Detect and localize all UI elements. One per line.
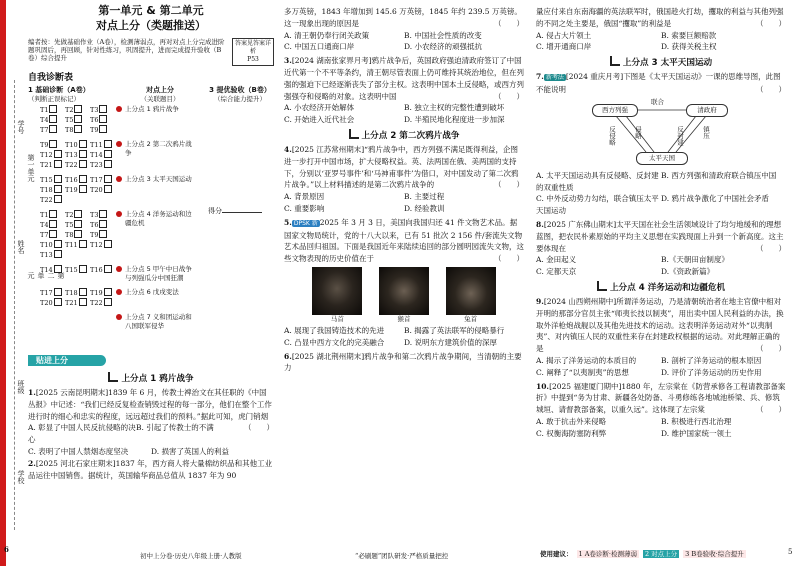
monkey-head-image — [379, 267, 429, 315]
question-checkbox[interactable]: T2 — [65, 210, 90, 220]
bullet-dot — [116, 211, 122, 217]
page-title: 对点上分（类题推送） — [96, 19, 206, 32]
option-row — [284, 203, 524, 215]
node-western-powers: 西方列强 — [592, 104, 638, 117]
question-10: 10.[2025 福建厦门期中]1880 年，左宗棠在《防营承修各工程请教部备案折》中提到“务为甘肃、新疆各处防备、斗勇修练各地城池桥梁、兵、修筑城垣、请督教部备案，以重久远”。这体现了左宗棠 （ ） — [536, 381, 786, 415]
question-checkbox[interactable]: T11 — [65, 240, 90, 250]
mind-map-diagram — [536, 98, 786, 168]
option-row — [536, 254, 786, 266]
answer-option: A. 太平天国运动具有反侵略、反封建的双重性质 — [536, 170, 659, 192]
self-check-title: 自我诊断表 — [28, 73, 74, 83]
answer-option: B. 剖析了洋务运动的根本原因 — [661, 355, 762, 365]
option-row — [284, 30, 524, 42]
question-5-options — [284, 325, 524, 349]
question-checkbox[interactable]: T20 — [90, 185, 115, 195]
question-checkbox[interactable]: T20 — [40, 298, 65, 308]
side-label-class: 班级 — [17, 380, 25, 394]
self-check-header: 1 基础诊断（A卷） （判断正误标记） 对点上分 （关联题目） 3 提优验收（B卷） （综合能力提升） — [28, 86, 271, 103]
answer-option: B. 揭露了英法联军的侵略暴行 — [404, 325, 505, 335]
question-checkbox[interactable]: T9 — [90, 230, 115, 240]
side-label-name: 姓名 — [17, 240, 25, 254]
horse-head-image — [312, 267, 362, 315]
question-7-options — [536, 170, 786, 217]
question-6-continued: 量应付来自东南海疆的英法联军时，俄国趁火打劫，攫取的利益与其他列强的不同之处主要是，俄国“攫取”的利益是 （ ） — [536, 7, 786, 28]
question-5: 5. DPSK 新 2025 年 3 月 3 日，美国向我国归还 41 件文物艺术品。据国家文物局统计，党的十八大以来，已有 51 批次 2 156 件/套流失文物艺术品回归祖国。下面是我国近年来陆续追回的部分圆明园流失文物，这些文物表现的历史价值在于 （ ） — [284, 217, 524, 264]
target-point: 上分点 5 甲午中日战争与列强瓜分中国狂潮 — [116, 265, 195, 283]
question-checkbox[interactable]: T5 — [65, 220, 90, 230]
question-checkbox[interactable]: T14 — [90, 150, 115, 160]
answer-option: B. 西方列强和清政府联合镇压中国 — [661, 170, 777, 180]
question-checkbox[interactable]: T16 — [90, 265, 115, 275]
question-checkbox[interactable]: T1 — [40, 105, 65, 115]
question-checkbox[interactable]: T7 — [40, 230, 65, 240]
bullet-dot — [116, 266, 122, 272]
score-row: 得分 — [208, 206, 274, 216]
section-3-title: 上分点 3 太平天国运动 — [536, 56, 786, 68]
node-qing-government: 清政府 — [686, 104, 728, 117]
answer-option: D. 鸦片战争激化了中国社会矛盾 — [661, 194, 770, 204]
question-checkbox[interactable]: T14 — [40, 265, 65, 275]
answer-option: C. 重要影响 — [284, 203, 325, 213]
question-3-options — [284, 102, 524, 126]
option-row — [536, 367, 786, 379]
link-label: 镇压 — [702, 125, 710, 139]
question-1-options — [28, 422, 274, 457]
option-row — [284, 191, 524, 203]
question-checkbox[interactable]: T12 — [40, 150, 65, 160]
question-8: 8.[2025 广东佛山期末]太平天国在社会生活领域设计了均匀地缓和的理想蓝图，把农民朴素原始的平均主义思想在实践现面上升到一个新高度。这主要体现在 （ ） — [536, 219, 786, 253]
section-1-title: 上分点 1 鸦片战争 — [28, 372, 274, 384]
answer-option: C. 增开通商口岸 — [536, 42, 592, 52]
unit-label-1: 第一单元 — [27, 154, 35, 182]
question-3: 3.[2024 湖南张家界月考]鸦片战争后，英国政府强迫清政府签订了中国近代第一个不平等条约，清王朝尽管表面上仍可维持其统治地位，但在列强的强迫下已经逐渐丧失了部分主权。这表明中国本土反侵略，或西方列强强夺和侵略的对象。这表明中国 （ ） — [284, 56, 524, 101]
question-checkbox[interactable]: T22 — [90, 298, 115, 308]
link-label: 联合 — [651, 97, 664, 106]
question-10-options — [536, 416, 786, 440]
question-checkbox[interactable]: T4 — [40, 220, 65, 230]
diagnostic-row — [40, 175, 274, 205]
bullet-dot — [116, 314, 122, 320]
option-row — [536, 416, 786, 428]
answer-option: D. 获得关税主权 — [661, 42, 717, 52]
question-checkbox[interactable]: T4 — [40, 115, 65, 125]
image-caption: 猴首 — [397, 314, 411, 323]
option-row — [28, 446, 274, 458]
option-row — [536, 428, 786, 440]
unit-label-2: 第二单元 — [27, 272, 65, 279]
question-6-options — [536, 30, 786, 54]
question-checkbox[interactable]: T21 — [40, 160, 65, 170]
left-questions — [28, 372, 274, 481]
section-icon — [597, 281, 607, 291]
new-method-badge: 新考法 — [545, 74, 564, 82]
question-checkbox[interactable]: T15 — [40, 175, 65, 185]
left-red-bar — [0, 0, 6, 566]
question-checkbox[interactable]: T18 — [65, 288, 90, 298]
self-check-table — [40, 105, 274, 331]
image-caption: 马首 — [330, 314, 344, 323]
question-checkbox[interactable]: T21 — [65, 298, 90, 308]
side-label-student-id: 学号 — [17, 120, 25, 134]
answer-option: C. 表明了中国人禁烟态度坚决 — [28, 446, 129, 456]
option-row — [536, 30, 786, 42]
question-4: 4.[2025 江苏常州期末]“鸦片战争中，西方列强不满足既得利益，企图进一步打开中国市场，扩大侵略权益。英、法两国在俄、美两国的支持下，分别以‘亚罗号事件’和‘马神甫事件’为借口，对中国发动了第二次鸦片战争。”以上材料描述的是第二次鸦片战争的 （ ） — [284, 144, 524, 190]
bullet-dot — [116, 141, 122, 147]
answer-option: D. 维护国家统一领土 — [661, 428, 732, 438]
left-column — [27, 4, 274, 330]
question-checkbox[interactable]: T6 — [90, 115, 115, 125]
answer-option: A. 小农经济开始解体 — [284, 103, 355, 113]
bullet-dot — [116, 176, 122, 182]
editor-note: 编者按：先做基础作业（A卷），检测薄弱点，再对对点上分完成进阶题巩固后，再回顾，针对性练习，巩固提升，进而完成提升验收（B卷）综合提升 — [28, 38, 225, 62]
footer-middle: “必刷题”团队研发·严格质量把控 — [355, 552, 449, 560]
question-checkbox[interactable]: T6 — [90, 220, 115, 230]
diagnostic-row — [40, 313, 274, 331]
question-checkbox[interactable]: T22 — [40, 195, 65, 205]
question-2: 2.[2025 河北石家庄期末]1837 年，西方商人将大量棉纺织品和其他工业品运往中国销售。据统计，英国输华商品总值从 1837 年为 90 — [28, 458, 273, 480]
question-checkbox[interactable]: T9 — [90, 125, 115, 135]
question-checkbox[interactable]: T18 — [40, 185, 65, 195]
section-2-title: 上分点 2 第二次鸦片战争 — [284, 129, 524, 141]
question-checkbox[interactable]: T23 — [90, 160, 115, 170]
answer-option: B. 积极进行西北治理 — [661, 416, 732, 426]
image-caption: 兔首 — [464, 314, 478, 323]
diagnostic-row — [40, 105, 274, 135]
answer-option: D. 评价了洋务运动的历史作用 — [661, 367, 762, 377]
target-point: 上分点 6 戊戌变法 — [116, 288, 195, 297]
diagnostic-row — [40, 210, 274, 260]
option-row — [536, 170, 786, 194]
question-checkbox[interactable]: T8 — [65, 230, 90, 240]
answer-option: C. 中国五口通商口岸 — [284, 42, 355, 52]
question-checkbox[interactable]: T13 — [40, 250, 65, 260]
link-label: 反封建 — [676, 125, 684, 146]
section-4-title: 上分点 4 洋务运动和边疆危机 — [536, 281, 786, 293]
question-2-options — [284, 30, 524, 54]
answer-option: A. 展现了我国铸造技术的先进 — [284, 325, 385, 335]
dpsk-badge: DPSK 新 — [293, 219, 318, 227]
question-9-options — [536, 355, 786, 379]
step-1-badge: 1 A卷诊断·检测薄弱 — [578, 550, 637, 558]
target-point: 上分点 3 太平天国运动 — [116, 175, 195, 184]
question-1: 1.[2025 云南昆明期末]1839 年 6 月，传教士裨治文在其任职的《中国丛报》中记述：“我们已经反复检查销毁过程的每一部分，他们在整个工作进行时的细心和忠实的程度，远远超过我们的预料。”据此可知，虎门销烟 （ ） — [28, 388, 274, 433]
answer-option: A. 敢于抗击外来侵略 — [536, 416, 607, 426]
rabbit-head-image — [446, 267, 496, 315]
answer-option: A. 清王朝仍奉行闭关政策 — [284, 30, 370, 40]
footer-usage: 使用建议： 1 A卷诊断·检测薄弱 2 对点上分 3 B卷验收·综合提升 — [540, 550, 744, 558]
answer-option: D. 说明东方建筑价值的深厚 — [404, 337, 498, 347]
question-6: 6.[2025 湖北荆州期末]鸦片战争和第二次鸦片战争期间，当清朝的主要力 — [284, 351, 522, 373]
answer-option: D. 半殖民地化程度进一步加深 — [404, 115, 505, 125]
option-row — [284, 41, 524, 53]
question-checkbox[interactable]: T10 — [40, 240, 65, 250]
question-checkbox[interactable]: T22 — [65, 160, 90, 170]
diagnostic-row — [40, 265, 274, 283]
option-row — [284, 114, 524, 126]
question-checkbox[interactable]: T1 — [40, 210, 65, 220]
question-checkbox[interactable]: T10 — [65, 140, 90, 150]
question-checkbox[interactable]: T5 — [65, 115, 90, 125]
option-row — [536, 266, 786, 278]
answer-option: B.《天朝田亩制度》 — [661, 255, 729, 265]
page-number-left: 6 — [4, 545, 9, 554]
answer-option: B. 中国社会性质的改变 — [404, 30, 482, 40]
right-column — [536, 6, 786, 440]
question-checkbox[interactable]: T3 — [90, 210, 115, 220]
option-row — [536, 355, 786, 367]
answer-option: C. 阐释了“以夷制夷”的思想 — [536, 367, 629, 377]
question-checkbox[interactable]: T11 — [90, 140, 115, 150]
target-point: 上分点 2 第二次鸦片战争 — [116, 140, 195, 158]
answer-option: A. 金田起义 — [536, 255, 577, 265]
answer-option: C. 权衡海防塞防利弊 — [536, 428, 607, 438]
footer-left: 初中上分卷·历史八年级上册·人教版 — [140, 552, 242, 560]
question-checkbox[interactable]: T3 — [90, 105, 115, 115]
question-2-continued: 多万英镑，1843 年增加到 145.6 万英镑，1845 年约 239.5 万英镑。这一现象出现的原因是 （ ） — [284, 7, 524, 28]
teal-section-bar: 贴进上分 — [28, 355, 106, 366]
question-checkbox[interactable]: T15 — [65, 265, 90, 275]
question-checkbox[interactable]: T2 — [65, 105, 90, 115]
option-row — [536, 41, 786, 53]
answer-option: C. 凸显中西方文化的完美融合 — [284, 337, 385, 347]
answer-option: D.《资政新篇》 — [661, 267, 715, 277]
step-3-badge: 3 B卷验收·综合提升 — [685, 550, 744, 558]
step-2-badge: 2 对点上分 — [644, 550, 678, 558]
option-row — [284, 325, 524, 337]
question-checkbox[interactable]: T9 — [40, 140, 65, 150]
middle-column — [284, 6, 524, 374]
question-checkbox[interactable]: T19 — [90, 288, 115, 298]
unit-title: 第一单元 & 第二单元 — [98, 4, 204, 17]
binding-line — [14, 80, 15, 530]
node-taiping: 太平天国 — [636, 152, 688, 165]
option-row — [284, 102, 524, 114]
question-checkbox[interactable]: T7 — [40, 125, 65, 135]
question-9: 9.[2024 山西朔州期中]所谓洋务运动，乃是清朝统治者在地主官僚中相对开明的那部分官员主张“师夷长技以制夷”，用出卖中国人民利益的办法，换取外洋枪炮战舰以及其他先进技术的运动。这表明洋务运动对外“以夷制夷”、对内镇压人民的双重性来存在封建政权根据的运动。对此理解正确的是 （ ） — [536, 296, 786, 354]
target-point: 上分点 1 鸦片战争 — [116, 105, 195, 114]
question-4-options — [284, 191, 524, 215]
section-icon — [610, 56, 620, 66]
answer-option: B. 主要过程 — [404, 192, 445, 202]
section-icon — [349, 129, 359, 139]
answer-option: C. 定都天京 — [536, 267, 577, 277]
answer-option: A. 彰显了中国人民反抗侵略的决心 — [28, 423, 136, 445]
question-checkbox[interactable]: T17 — [90, 175, 115, 185]
question-checkbox[interactable]: T8 — [65, 125, 90, 135]
answer-option: A. 侵占大片领土 — [536, 30, 592, 40]
answer-option: B. 引起了传教士的不满 — [136, 423, 214, 433]
bronze-heads-images — [304, 267, 504, 323]
answer-option: D. 经验教训 — [404, 203, 445, 213]
option-row — [536, 193, 786, 217]
bullet-dot — [116, 106, 122, 112]
page-number-right: 5 — [788, 548, 793, 556]
link-label: 反侵略 — [608, 125, 616, 146]
answer-option: C. 开始进入近代社会 — [284, 115, 355, 125]
answer-option: C. 中外反动势力勾结，联合镇压太平天国运动 — [536, 194, 659, 216]
answer-option: B. 索要巨额赔款 — [661, 30, 717, 40]
question-7: 7. 新考法 [2024 重庆月考]下图是《太平天国运动》一课的思维导图，此图不能说明 （ ） — [536, 72, 786, 94]
side-label-school: 学校 — [17, 470, 25, 484]
question-checkbox[interactable]: T19 — [65, 185, 90, 195]
answer-option: B. 独立主权的完整性遭到破坏 — [404, 103, 505, 113]
question-checkbox[interactable]: T16 — [65, 175, 90, 185]
answer-option: D. 损害了英国人的利益 — [151, 446, 230, 456]
question-checkbox[interactable]: T17 — [40, 288, 65, 298]
option-row — [28, 422, 244, 446]
answer-option: A. 揭示了洋务运动的本质目的 — [536, 355, 637, 365]
target-point: 上分点 4 洋务运动和边疆危机 — [116, 210, 195, 228]
target-point: 上分点 7 义和团运动和八国联军侵华 — [116, 313, 195, 331]
section-icon — [108, 372, 118, 382]
question-8-options — [536, 254, 786, 278]
option-row — [284, 337, 524, 349]
answer-option: A. 背景原因 — [284, 192, 325, 202]
diagnostic-row — [40, 288, 274, 308]
bullet-dot — [116, 289, 122, 295]
question-checkbox[interactable]: T12 — [90, 240, 115, 250]
link-label: 侵略 — [634, 125, 642, 139]
answer-box: 答案见答案详析 P53 — [232, 38, 274, 66]
diagnostic-row — [40, 140, 274, 170]
answer-option: D. 小农经济的顽强抵抗 — [404, 42, 483, 52]
question-checkbox[interactable]: T13 — [65, 150, 90, 160]
